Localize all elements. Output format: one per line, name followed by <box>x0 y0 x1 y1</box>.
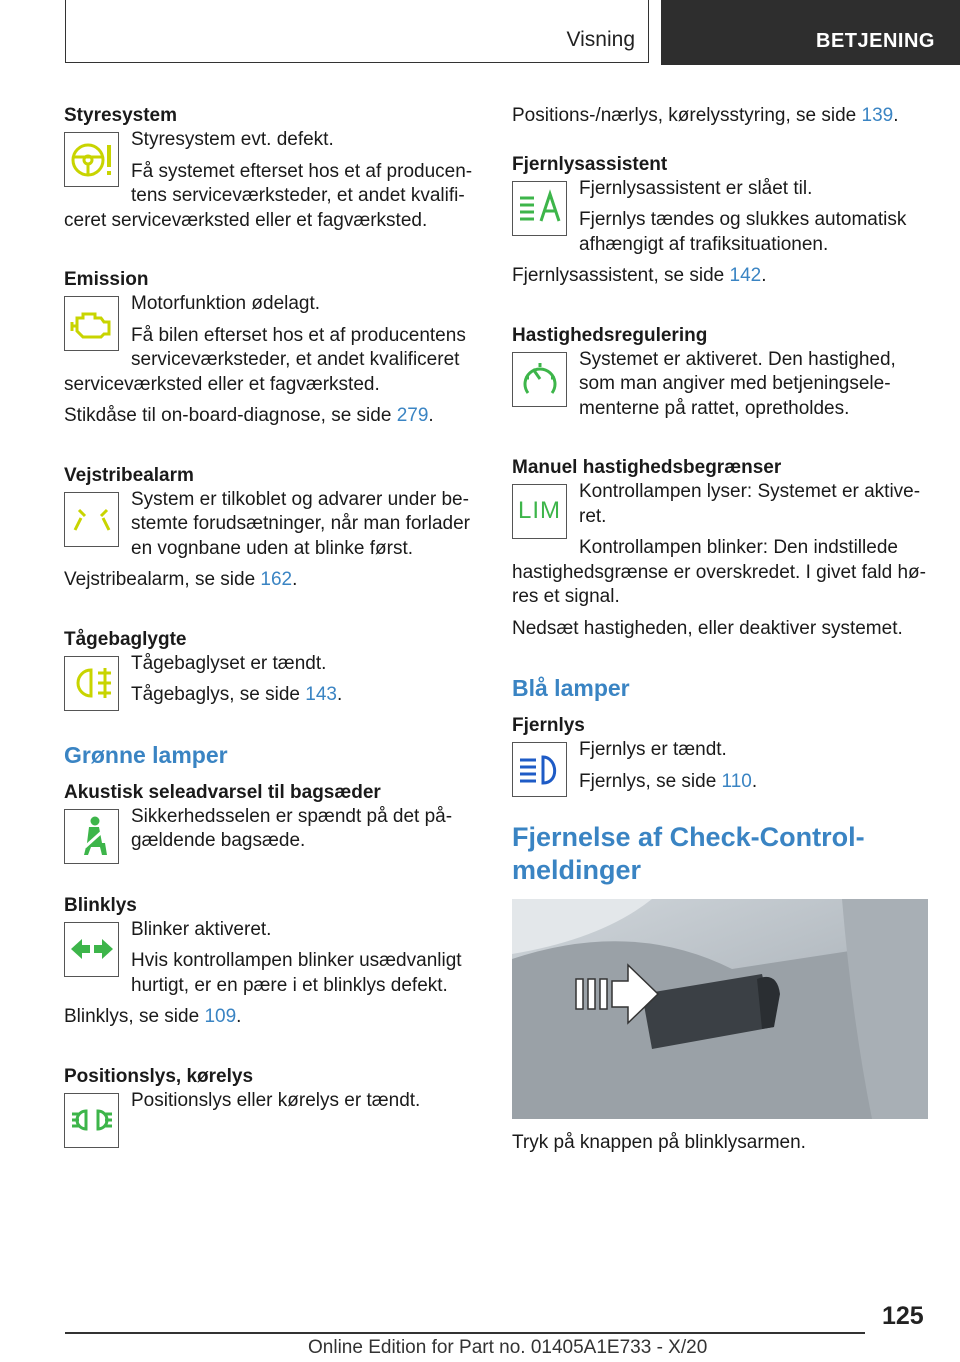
entry-emission <box>64 268 476 436</box>
entry-high-beam <box>512 714 928 801</box>
entry-position-light <box>64 1065 476 1150</box>
high-beam-icon <box>512 742 567 797</box>
position-light-icon <box>64 1093 119 1148</box>
high-beam-assist-icon <box>512 181 567 236</box>
entry-text: Få bilen efterset hos et af producentens serviceværksteder, et andet kvalificeret serviceværksted eller et fagværksted. <box>64 324 466 395</box>
entry-text: Hvis kontrollampen blinker usædvanligt hurtigt, er en pære i et blinklys defekt. <box>131 950 462 996</box>
entry-reference: Tågebaglys, se side 143. <box>131 684 343 705</box>
turn-signal-lever-photo <box>512 899 928 1119</box>
entry-reference: Blinklys, se side 109. <box>64 1006 242 1027</box>
header-section-title: Visning <box>566 28 635 51</box>
entry-rear-fog <box>64 628 476 715</box>
entry-title: Positionslys, kørelys <box>64 1065 254 1087</box>
entry-text: Fjernlysassistent er slået til. <box>579 177 813 199</box>
entry-title: Blinklys <box>64 894 137 916</box>
page-link[interactable]: 139 <box>861 105 894 126</box>
entry-text: Tågebaglyset er tændt. <box>131 652 327 674</box>
entry-title: Fjernlysassistent <box>512 153 668 175</box>
page-link[interactable]: 110 <box>721 770 752 792</box>
entry-lane-departure <box>64 464 476 600</box>
entry-reference: Fjernlys, se side 110. <box>579 770 758 792</box>
entry-styresystem <box>64 104 476 240</box>
page-link[interactable]: 162 <box>260 569 293 590</box>
lever-illustration <box>512 899 928 1119</box>
photo-caption: Tryk på knappen på blinklysarmen. <box>512 1132 806 1153</box>
green-lamps-heading: Grønne lamper <box>64 741 228 768</box>
entry-text: Systemet er aktiveret. Den hastighed, som man angiver med betjeningsele-menterne på rattet, opretholdes. <box>579 348 896 419</box>
rear-fog-light-icon <box>64 656 119 711</box>
entry-reference: Vejstribealarm, se side 162. <box>64 569 298 590</box>
cruise-control-icon <box>512 352 567 407</box>
entry-title: Tågebaglygte <box>64 628 187 650</box>
entry-cruise-control <box>512 324 928 429</box>
entry-speed-limiter <box>512 456 928 648</box>
entry-text: Sikkerhedsselen er spændt på det på-gældende bagsæde. <box>131 805 453 851</box>
blue-lamps-heading: Blå lamper <box>512 675 630 701</box>
entry-text: Motorfunktion ødelagt. <box>131 293 321 314</box>
entry-text: System er tilkoblet og advarer under be-stemte forudsætninger, når man forlader en vognbane uden at blinke først. <box>131 488 471 559</box>
entry-text: Få systemet efterset hos et af producen-tens serviceværksteder, et andet kvalifi-ceret serviceværksted eller et fagværksted. <box>64 160 473 231</box>
entry-text: Kontrollampen lyser: Systemet er aktive-ret. <box>579 481 921 527</box>
header-chapter-tab <box>661 0 960 65</box>
entry-title: Emission <box>64 269 149 290</box>
entry-text: Fjernlys er tændt. <box>579 739 727 760</box>
lane-departure-icon <box>64 492 119 547</box>
entry-seatbelt <box>64 781 476 866</box>
page-link[interactable]: 143 <box>305 684 337 705</box>
footer-rule <box>65 1332 865 1334</box>
entry-title: Akustisk seleadvarsel til bagsæder <box>64 781 381 803</box>
right-column <box>512 100 928 1163</box>
speed-limiter-icon <box>512 484 567 539</box>
entry-text: Blinker aktiveret. <box>131 918 272 940</box>
page-number: 125 <box>882 1302 924 1330</box>
entry-title: Manuel hastighedsbegrænser <box>512 457 782 478</box>
steering-warning-icon <box>64 132 119 187</box>
page-link[interactable]: 279 <box>396 405 429 426</box>
speed-limiter-icon-label: LIM <box>517 497 561 525</box>
entry-title: Styresystem <box>64 105 178 126</box>
page-link[interactable]: 109 <box>204 1006 237 1027</box>
entry-title: Vejstribealarm <box>64 464 194 486</box>
entry-text: Positionslys eller kørelys er tændt. <box>131 1089 421 1111</box>
entry-title: Fjernlys <box>512 715 585 736</box>
footer-edition-text: Online Edition for Part no. 01405A1E733 - X/20 <box>308 1337 708 1358</box>
entry-reference: Stikdåse til on-board-diagnose, se side 279. <box>64 405 434 426</box>
engine-icon <box>64 296 119 351</box>
position-light-reference: Positions-/nærlys, kørelysstyring, se side 139. <box>512 105 899 126</box>
entry-text: Styresystem evt. defekt. <box>131 129 334 150</box>
page-link[interactable]: 142 <box>729 265 762 286</box>
check-control-heading: Fjernelse af Check-Control-meldinger <box>512 822 865 885</box>
entry-reference: Fjernlysassistent, se side 142. <box>512 265 767 286</box>
entry-high-beam-assist <box>512 153 928 296</box>
header-chapter-label: BETJENING <box>816 30 935 52</box>
entry-text: Kontrollampen blinker: Den indstillede hastighedsgrænse er overskredet. I givet fald hø-res et signal. <box>512 537 926 607</box>
entry-turn-signal <box>64 894 476 1037</box>
left-column <box>64 100 476 1150</box>
seatbelt-icon <box>64 809 119 864</box>
turn-signal-icon <box>64 922 119 977</box>
entry-text: Fjernlys tændes og slukkes automatisk afhængigt af trafiksituationen. <box>579 209 907 255</box>
entry-text: Nedsæt hastigheden, eller deaktiver systemet. <box>512 617 903 639</box>
header-frame <box>65 0 649 63</box>
entry-title: Hastighedsregulering <box>512 324 708 346</box>
